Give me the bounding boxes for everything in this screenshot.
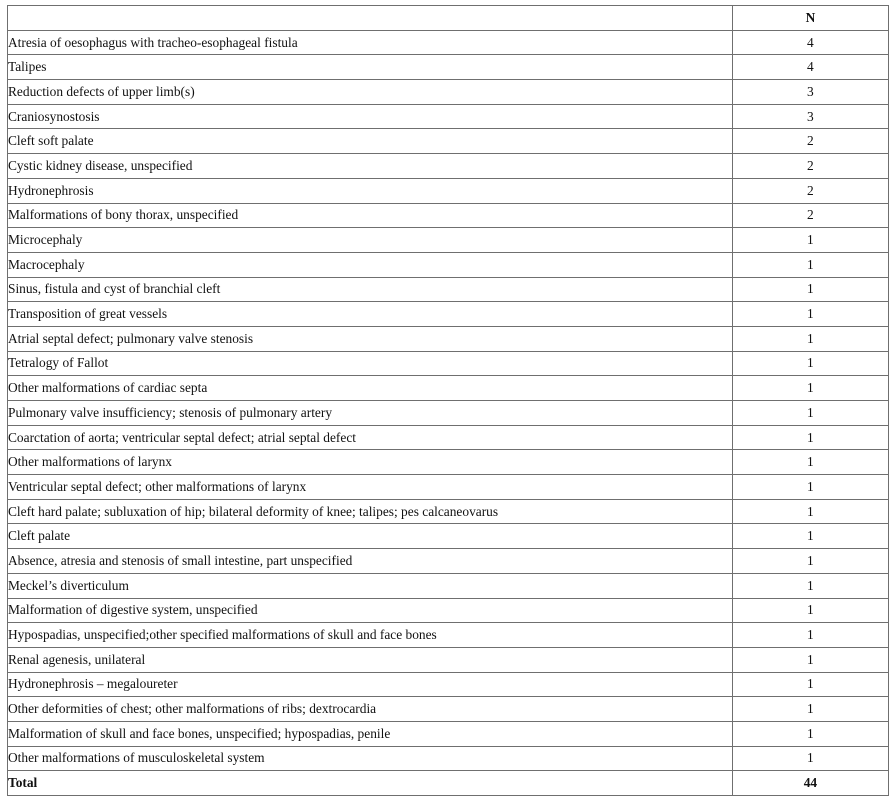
- table-row: [8, 623, 889, 648]
- total-n-cell: 44: [732, 771, 888, 796]
- count-cell: 1: [732, 573, 888, 598]
- table-header-row: [8, 6, 889, 31]
- table-row: [8, 376, 889, 401]
- table-row: [8, 549, 889, 574]
- malformations-table: [7, 5, 889, 796]
- table-row: [8, 598, 889, 623]
- table-row: [8, 697, 889, 722]
- count-cell: 4: [732, 30, 888, 55]
- count-cell: 1: [732, 302, 888, 327]
- table-row: [8, 129, 889, 154]
- malformation-cell: Absence, atresia and stenosis of small intestine, part unspecified: [8, 549, 733, 574]
- count-cell: 1: [732, 598, 888, 623]
- malformation-cell: Atresia of oesophagus with tracheo-esophageal fistula: [8, 30, 733, 55]
- malformation-cell: Macrocephaly: [8, 252, 733, 277]
- malformation-cell: Malformation of skull and face bones, unspecified; hypospadias, penile: [8, 721, 733, 746]
- malformation-cell: Cystic kidney disease, unspecified: [8, 154, 733, 179]
- malformation-cell: Other malformations of larynx: [8, 450, 733, 475]
- malformation-cell: Hypospadias, unspecified;other specified malformations of skull and face bones: [8, 623, 733, 648]
- malformation-cell: Other deformities of chest; other malformations of ribs; dextrocardia: [8, 697, 733, 722]
- table-row: [8, 475, 889, 500]
- malformation-cell: Ventricular septal defect; other malformations of larynx: [8, 475, 733, 500]
- table-row: [8, 351, 889, 376]
- count-cell: 1: [732, 746, 888, 771]
- count-cell: 3: [732, 104, 888, 129]
- count-cell: 1: [732, 499, 888, 524]
- table-row: [8, 302, 889, 327]
- table-row: [8, 277, 889, 302]
- count-cell: 4: [732, 55, 888, 80]
- malformation-cell: Malformations of bony thorax, unspecified: [8, 203, 733, 228]
- count-cell: 2: [732, 129, 888, 154]
- count-cell: 1: [732, 697, 888, 722]
- table-row: [8, 672, 889, 697]
- malformation-cell: Meckel’s diverticulum: [8, 573, 733, 598]
- table-row: [8, 573, 889, 598]
- count-cell: 1: [732, 475, 888, 500]
- malformation-cell: Microcephaly: [8, 228, 733, 253]
- malformation-cell: Hydronephrosis – megaloureter: [8, 672, 733, 697]
- count-cell: 1: [732, 326, 888, 351]
- count-cell: 1: [732, 623, 888, 648]
- malformation-cell: Reduction defects of upper limb(s): [8, 80, 733, 105]
- malformation-cell: Cleft palate: [8, 524, 733, 549]
- malformation-cell: Transposition of great vessels: [8, 302, 733, 327]
- malformation-cell: Other malformations of cardiac septa: [8, 376, 733, 401]
- malformation-cell: Pulmonary valve insufficiency; stenosis of pulmonary artery: [8, 401, 733, 426]
- table-row: [8, 203, 889, 228]
- table-row: [8, 154, 889, 179]
- count-cell: 1: [732, 721, 888, 746]
- malformation-cell: Atrial septal defect; pulmonary valve stenosis: [8, 326, 733, 351]
- malformation-cell: Craniosynostosis: [8, 104, 733, 129]
- table-row: [8, 55, 889, 80]
- header-n-cell: N: [732, 6, 888, 31]
- table-row: [8, 326, 889, 351]
- count-cell: 1: [732, 401, 888, 426]
- table-row: [8, 450, 889, 475]
- table-row: [8, 252, 889, 277]
- table-row: [8, 499, 889, 524]
- count-cell: 2: [732, 203, 888, 228]
- count-cell: 1: [732, 228, 888, 253]
- malformation-cell: Sinus, fistula and cyst of branchial cleft: [8, 277, 733, 302]
- table-row: [8, 228, 889, 253]
- table-row: [8, 30, 889, 55]
- table-row: [8, 178, 889, 203]
- table-row: [8, 524, 889, 549]
- count-cell: 3: [732, 80, 888, 105]
- count-cell: 1: [732, 425, 888, 450]
- table-row: [8, 746, 889, 771]
- malformation-cell: Cleft hard palate; subluxation of hip; bilateral deformity of knee; talipes; pes calcaneovarus: [8, 499, 733, 524]
- count-cell: 1: [732, 252, 888, 277]
- table-row: [8, 104, 889, 129]
- malformation-cell: Talipes: [8, 55, 733, 80]
- count-cell: 1: [732, 376, 888, 401]
- malformation-cell: Other malformations of musculoskeletal system: [8, 746, 733, 771]
- table-row: [8, 401, 889, 426]
- count-cell: 2: [732, 178, 888, 203]
- count-cell: 1: [732, 450, 888, 475]
- count-cell: 1: [732, 351, 888, 376]
- total-label-cell: Total: [8, 771, 733, 796]
- malformation-cell: Hydronephrosis: [8, 178, 733, 203]
- table-row: [8, 425, 889, 450]
- malformation-cell: Coarctation of aorta; ventricular septal defect; atrial septal defect: [8, 425, 733, 450]
- table-body: [8, 30, 889, 771]
- header-label-cell: [8, 6, 733, 31]
- malformation-cell: Malformation of digestive system, unspecified: [8, 598, 733, 623]
- count-cell: 1: [732, 549, 888, 574]
- count-cell: 1: [732, 524, 888, 549]
- malformation-cell: Tetralogy of Fallot: [8, 351, 733, 376]
- table-row: [8, 647, 889, 672]
- malformation-cell: Cleft soft palate: [8, 129, 733, 154]
- malformation-cell: Renal agenesis, unilateral: [8, 647, 733, 672]
- table-row: [8, 721, 889, 746]
- count-cell: 1: [732, 647, 888, 672]
- table-row: [8, 80, 889, 105]
- count-cell: 1: [732, 277, 888, 302]
- total-row: [8, 771, 889, 796]
- count-cell: 1: [732, 672, 888, 697]
- count-cell: 2: [732, 154, 888, 179]
